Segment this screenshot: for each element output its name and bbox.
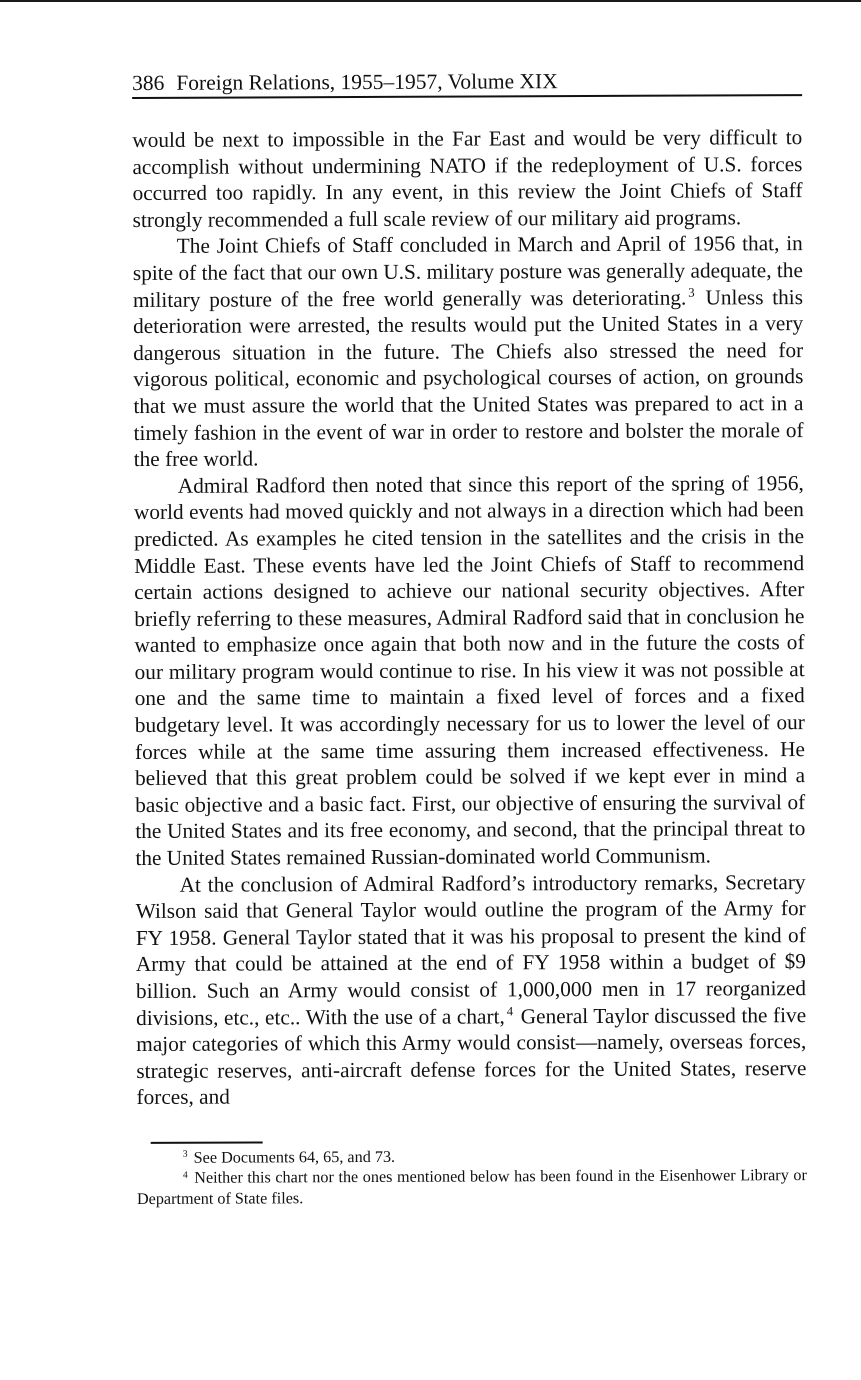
footnote-3-number: 3: [182, 1148, 188, 1160]
footnote-ref-3: 3: [688, 285, 695, 300]
running-head: [132, 67, 802, 99]
book-title: Foreign Relations, 1955–1957, Volume XIX: [176, 69, 558, 95]
footnotes: [137, 1145, 807, 1209]
footnote-divider: [151, 1141, 263, 1143]
footnote-ref-4: 4: [506, 1004, 514, 1019]
page-top-edge: [0, 0, 861, 2]
footnote-4-number: 4: [182, 1169, 188, 1181]
document-page: [132, 67, 807, 1209]
footnote-4-text: Neither this chart nor the ones mentioned below has been found in the Eisenhower Library or Department of State files.: [136, 1166, 807, 1208]
footnote-3-text: See Documents 64, 65, and 73.: [189, 1147, 396, 1167]
paragraph-1: would be next to impossible in the Far East and would be very difficult to accomplish without undermining NATO if the redeployment of U.S. forces occurred too rapidly. In any event, in this review the Joint Chiefs of Staff strongly recommended a full scale review of our military aid programs.: [132, 125, 803, 232]
paragraph-2-text-a: The Joint Chiefs of Staff concluded in March and April of 1956 that, in spite of the fact that our own U.S. military posture was generally adequate, the military posture of the free world generally was deteriorating.: [132, 231, 803, 312]
paragraph-2: [133, 230, 804, 472]
footnote-3: [137, 1145, 807, 1168]
body-text: [132, 124, 806, 1111]
paragraph-4-text-b: General Taylor discussed the five major categories of which this Army would consist—namely, overseas forces, strategic reserves, anti-aircraft defense forces for the United States, reserve forces, and: [136, 1002, 807, 1110]
footnote-4: [137, 1166, 807, 1210]
paragraph-4: [135, 869, 806, 1111]
paragraph-4-text-a: At the conclusion of Admiral Radford’s introductory remarks, Secretary Wilson said that General Taylor would outline the program of the Army for FY 1958. General Taylor stated that it was his proposal to present the kind of Army that could be attained at the end of FY 1958 within a budget of $9 billion. Such an Army would consist of 1,000,000 men in 17 reorganized divisions, etc., etc.. With the use of a chart,: [135, 869, 807, 1030]
paragraph-3: Admiral Radford then noted that since this report of the spring of 1956, world events had moved quickly and not always in a direction which had been predicted. As examples he cited tension in the satellites and the crisis in the Middle East. These events have led the Joint Chiefs of Staff to recommend certain actions designed to achieve our national security objectives. After briefly referring to these measures, Admiral Radford said that in conclusion he wanted to emphasize once again that both now and in the future the costs of our military program would continue to rise. In his view it was not possible at one and the same time to maintain a fixed level of forces and a fixed budgetary level. It was accordingly necessary for us to lower the level of our forces while at the same time assuring them increased effectiveness. He believed that this great problem could be solved if we kept ever in mind a basic objective and a basic fact. First, our objective of ensuring the survival of the United States and its free economy, and second, that the principal threat to the United States remained Russian-dominated world Communism.: [133, 470, 806, 871]
paragraph-2-text-b: Unless this deterioration were arrested, the results would put the United States in a very dangerous situation in the future. The Chiefs also stressed the need for vigorous political, economic and psychological courses of action, on grounds that we must assure the world that the United States was prepared to act in a timely fashion in the event of war in order to restore and bolster the morale of the free world.: [133, 284, 804, 472]
page-number: 386: [132, 70, 165, 95]
